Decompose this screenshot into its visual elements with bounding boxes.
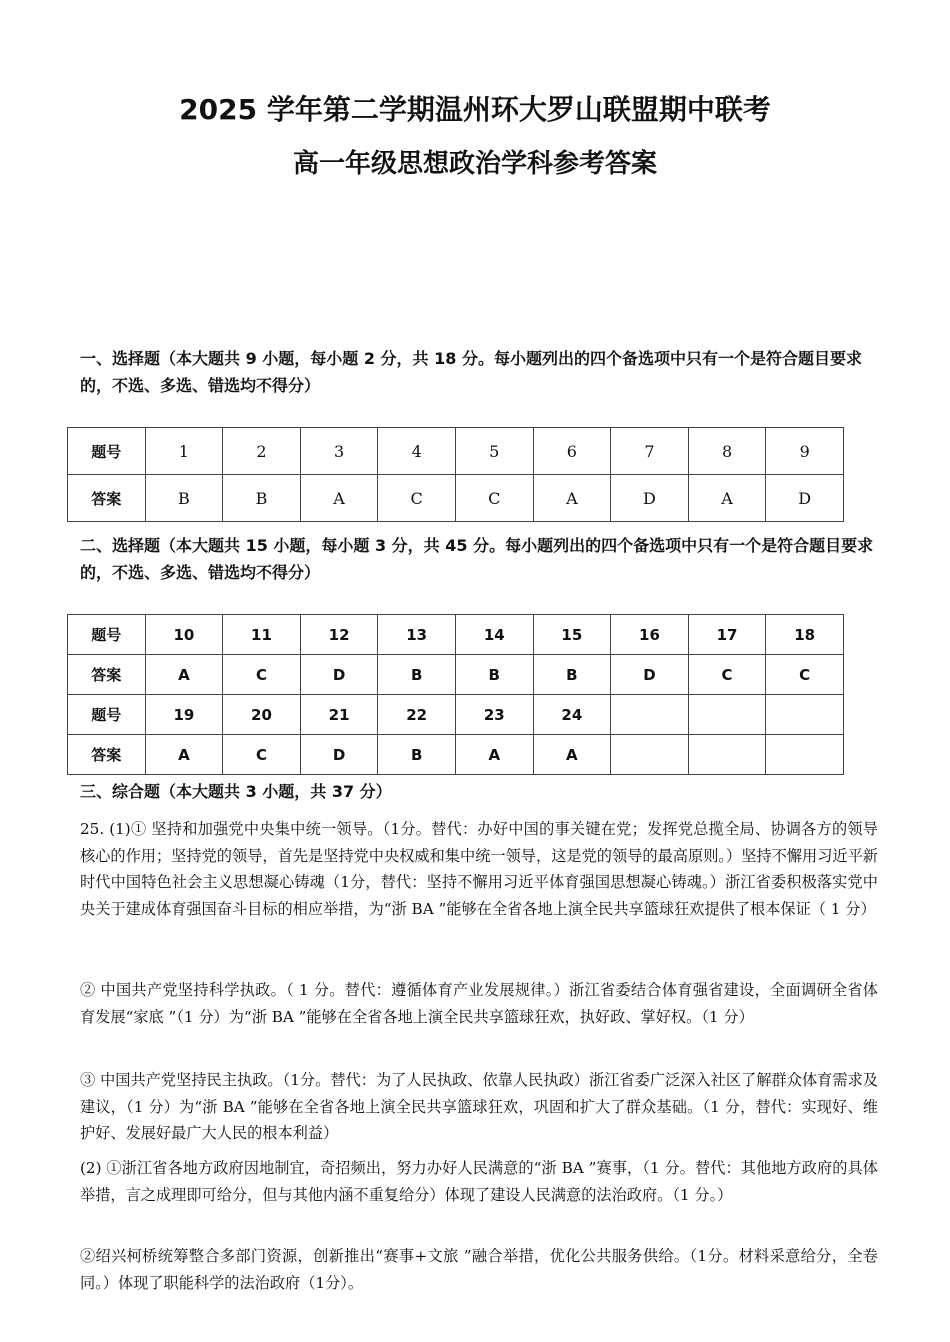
empty-cell bbox=[688, 695, 766, 735]
row-label-answer: 答案 bbox=[68, 735, 146, 775]
section2-heading: 二、选择题（本大题共 15 小题，每小题 3 分，共 45 分。每小题列出的四个备选项中只有一个是符合题目要求的，不选、多选、错选均不得分） bbox=[80, 536, 874, 582]
answer-cell: D bbox=[611, 475, 689, 522]
table-row bbox=[68, 655, 844, 695]
answer-cell: B bbox=[223, 475, 301, 522]
page-subtitle: 高一年级思想政治学科参考答案 bbox=[292, 149, 657, 179]
answer-cell: D bbox=[611, 655, 689, 695]
question-number: 7 bbox=[611, 428, 689, 475]
answer-cell: B bbox=[455, 655, 533, 695]
answer-cell: A bbox=[688, 475, 766, 522]
answer-paragraph-25-2-1: (2) ①浙江省各地方政府因地制宜，奇招频出，努力办好人民满意的“浙 BA ”赛事，（1 分。替代：其他地方政府的具体举措，言之成理即可给分，但与其他内涵不重复给分）体现了建设人民满意的法治政府。（1 分。） bbox=[80, 1159, 878, 1204]
answer-cell: D bbox=[300, 655, 378, 695]
question-number: 11 bbox=[223, 615, 301, 655]
row-label-answer: 答案 bbox=[68, 655, 146, 695]
answer-cell: D bbox=[766, 475, 844, 522]
question-number: 14 bbox=[455, 615, 533, 655]
answer-cell: C bbox=[223, 655, 301, 695]
question-number: 10 bbox=[145, 615, 223, 655]
answer-cell: B bbox=[533, 655, 611, 695]
answer-cell: A bbox=[533, 735, 611, 775]
row-label-number: 题号 bbox=[68, 615, 146, 655]
question-number: 1 bbox=[145, 428, 223, 475]
empty-cell bbox=[766, 735, 844, 775]
row-label-number: 题号 bbox=[68, 428, 146, 475]
answer-cell: A bbox=[145, 735, 223, 775]
question-number: 20 bbox=[223, 695, 301, 735]
row-label-number: 题号 bbox=[68, 695, 146, 735]
answer-cell: B bbox=[145, 475, 223, 522]
question-number: 16 bbox=[611, 615, 689, 655]
table-row bbox=[68, 735, 844, 775]
answer-cell: C bbox=[766, 655, 844, 695]
answer-cell: A bbox=[300, 475, 378, 522]
answer-cell: A bbox=[533, 475, 611, 522]
question-number: 21 bbox=[300, 695, 378, 735]
question-number: 2 bbox=[223, 428, 301, 475]
question-number: 9 bbox=[766, 428, 844, 475]
empty-cell bbox=[688, 735, 766, 775]
answer-cell: C bbox=[688, 655, 766, 695]
answer-cell: C bbox=[223, 735, 301, 775]
table-row bbox=[68, 695, 844, 735]
question-number: 3 bbox=[300, 428, 378, 475]
answer-cell: B bbox=[378, 735, 456, 775]
empty-cell bbox=[611, 735, 689, 775]
table-row bbox=[68, 615, 844, 655]
section1-answer-table bbox=[67, 427, 844, 522]
question-number: 8 bbox=[688, 428, 766, 475]
question-number: 13 bbox=[378, 615, 456, 655]
answer-paragraph-25-1-1: 25. (1)① 坚持和加强党中央集中统一领导。（1分。替代：办好中国的事关键在党；发挥党总揽全局、协调各方的领导核心的作用；坚持党的领导，首先是坚持党中央权威和集中统一领导，这是党的领导的最高原则。）坚持不懈用习近平新时代中国特色社会主义思想凝心铸魂（1分，替代：坚持不懈用习近平体育强国思想凝心铸魂。）浙江省委积极落实党中央关于建成体育强国奋斗目标的相应举措，为“浙 BA ”能够在全省各地上演全民共享篮球狂欢提供了根本保证（ 1 分） bbox=[80, 820, 878, 918]
question-number: 18 bbox=[766, 615, 844, 655]
answer-paragraph-25-1-2: ② 中国共产党坚持科学执政。（ 1 分。替代：遵循体育产业发展规律。）浙江省委结合体育强省建设，全面调研全省体育发展“家底 ”（1 分）为“浙 BA ”能够在全省各地上演全民共享篮球狂欢，执好政、掌好权。（1 分） bbox=[80, 981, 878, 1026]
answer-cell: C bbox=[455, 475, 533, 522]
question-number: 6 bbox=[533, 428, 611, 475]
question-number: 12 bbox=[300, 615, 378, 655]
answer-paragraph-25-1-3: ③ 中国共产党坚持民主执政。（1分。替代：为了人民执政、依靠人民执政）浙江省委广泛深入社区了解群众体育需求及建议，（1 分）为“浙 BA ”能够在全省各地上演全民共享篮球狂欢，巩固和扩大了群众基础。（1 分，替代：实现好、维护好、发展好最广大人民的根本利益） bbox=[80, 1071, 878, 1142]
table-row bbox=[68, 475, 844, 522]
question-number: 19 bbox=[145, 695, 223, 735]
answer-cell: D bbox=[300, 735, 378, 775]
row-label-answer: 答案 bbox=[68, 475, 146, 522]
answer-paragraph-25-2-2: ②绍兴柯桥统筹整合多部门资源，创新推出“赛事+文旅 ”融合举措，优化公共服务供给。（1分。材料采意给分，全卷同。）体现了职能科学的法治政府（1分）。 bbox=[80, 1247, 878, 1292]
question-number: 4 bbox=[378, 428, 456, 475]
answer-cell: C bbox=[378, 475, 456, 522]
section3-heading: 三、综合题（本大题共 3 小题，共 37 分） bbox=[80, 782, 392, 801]
answer-cell: A bbox=[455, 735, 533, 775]
question-number: 23 bbox=[455, 695, 533, 735]
answer-cell: A bbox=[145, 655, 223, 695]
empty-cell bbox=[766, 695, 844, 735]
question-number: 24 bbox=[533, 695, 611, 735]
question-number: 5 bbox=[455, 428, 533, 475]
table-row bbox=[68, 428, 844, 475]
page-title: 2025 学年第二学期温州环大罗山联盟期中联考 bbox=[179, 93, 771, 126]
question-number: 22 bbox=[378, 695, 456, 735]
question-number: 17 bbox=[688, 615, 766, 655]
empty-cell bbox=[611, 695, 689, 735]
section1-heading: 一、选择题（本大题共 9 小题，每小题 2 分，共 18 分。每小题列出的四个备选项中只有一个是符合题目要求的，不选、多选、错选均不得分） bbox=[80, 349, 862, 395]
question-number: 15 bbox=[533, 615, 611, 655]
section2-answer-table bbox=[67, 614, 844, 775]
answer-cell: B bbox=[378, 655, 456, 695]
